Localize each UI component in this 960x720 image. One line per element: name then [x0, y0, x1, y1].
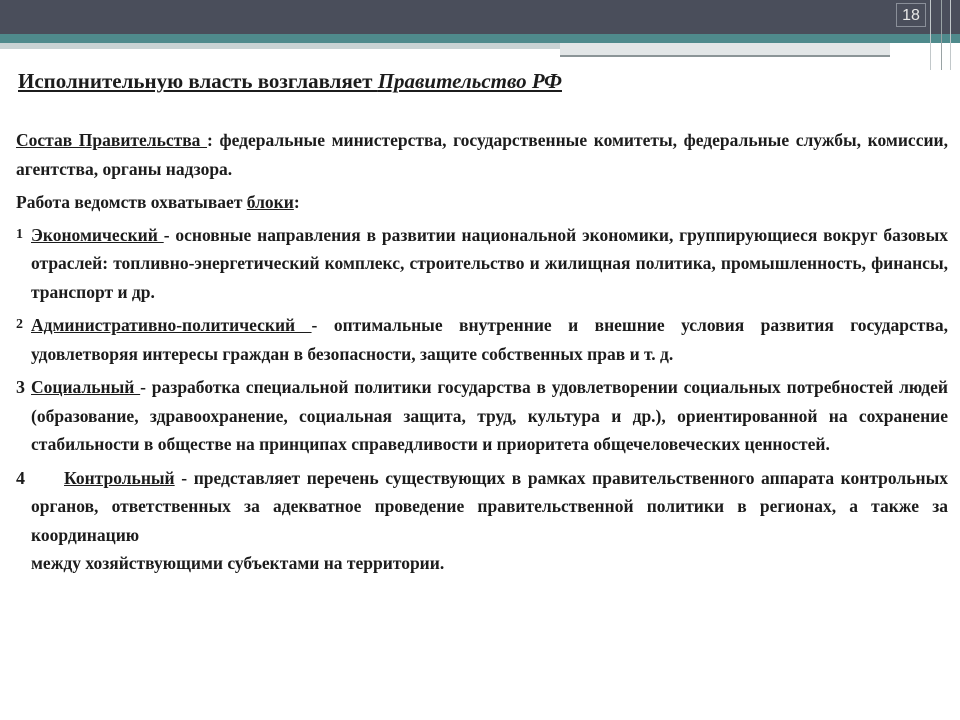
header-edge-line	[930, 0, 931, 70]
slide-number: 18	[896, 3, 926, 27]
block-number: 2	[16, 317, 23, 332]
block-text: - оптимальные внутренние и внешние условия развития государства, удовлетворяя интересы граждан в безопасности, защите собственных прав и т. д.	[31, 315, 948, 364]
work-paragraph	[16, 188, 948, 217]
block-text: - представляет перечень существующих в рамках правительственного аппарата контрольных органов, ответственных за адекватное проведение правительственной политики в регионах, а также за координацию	[31, 467, 949, 545]
header-accent-band	[0, 34, 960, 43]
header-edge-line	[941, 0, 942, 70]
composition-text: : федеральные министерства, государственные комитеты, федеральные службы, комиссии, агентства, органы надзора.	[16, 130, 949, 179]
blocks-link[interactable]: блоки	[246, 192, 294, 212]
block-name: Социальный	[31, 377, 141, 397]
block-text: - основные направления в развитии национальной экономики, группирующиеся вокруг базовых отраслей: топливно-энергетический комплекс, строительство и жилищная политика, промышленность, финансы, транспорт и др.	[31, 224, 949, 302]
block-name: Административно-политический	[31, 315, 312, 335]
title-prefix: Исполнительную власть возглавляет	[18, 69, 378, 93]
block-item-economic	[16, 221, 948, 307]
block-name: Контрольный	[64, 467, 175, 488]
composition-label: Состав Правительства	[16, 130, 208, 150]
block-number: 3	[16, 377, 25, 397]
block-body	[31, 464, 948, 578]
composition-paragraph	[16, 126, 948, 183]
header-edge-line	[950, 0, 951, 70]
work-suffix: :	[293, 192, 300, 212]
block-number: 4	[16, 467, 25, 488]
header-divider-line	[560, 55, 890, 57]
block-text-tail: между хозяйствующими субъектами на территории.	[31, 553, 445, 573]
slide-title	[18, 66, 918, 96]
work-prefix: Работа ведомств охватывает	[16, 192, 247, 212]
slide-content	[16, 126, 948, 583]
block-body	[31, 221, 948, 307]
block-body	[31, 373, 948, 459]
slide-header-bar	[0, 0, 960, 34]
header-light-band-right	[560, 43, 890, 55]
block-item-social	[16, 373, 948, 459]
block-item-control	[16, 464, 948, 578]
block-name: Экономический	[31, 224, 164, 245]
block-body	[31, 311, 948, 368]
block-item-administrative	[16, 311, 948, 368]
block-text: - разработка специальной политики государства в удовлетворении социальных потребностей людей (образование, здравоохранение, социальная защита, труд, культура и др.), ориентированной на сохранение стабильности в обществе на принципах справедливости и приоритета общечеловеческих ценностей.	[31, 377, 949, 454]
block-number: 1	[16, 226, 23, 242]
title-emphasis: Правительство РФ	[377, 69, 562, 93]
header-light-band	[0, 43, 560, 49]
